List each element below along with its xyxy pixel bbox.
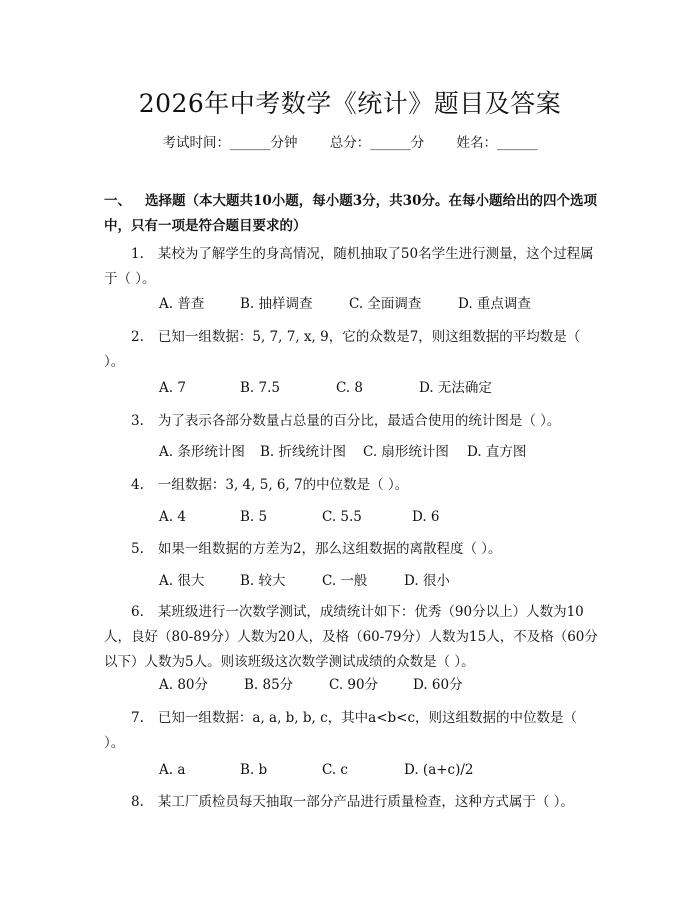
option-d: D. 重点调查 bbox=[458, 296, 531, 312]
option-b: B. 85分 bbox=[244, 677, 294, 693]
option-c: C. 5.5 bbox=[322, 509, 362, 525]
question-number: 7. bbox=[131, 710, 144, 726]
option-b: B. b bbox=[240, 762, 268, 778]
question-text: 为了表示各部分数量占总量的百分比，最适合使用的统计图是（ ）。 bbox=[157, 413, 561, 429]
option-a: A. 80分 bbox=[159, 677, 209, 693]
option-c: C. 扇形统计图 bbox=[363, 444, 449, 460]
question-number: 1. bbox=[131, 246, 144, 262]
question-4-options bbox=[159, 505, 440, 530]
question-7-options bbox=[159, 758, 474, 783]
question-7 bbox=[104, 706, 600, 756]
question-text: 一组数据：3, 4, 5, 6, 7的中位数是（ ）。 bbox=[157, 477, 409, 493]
question-6-options bbox=[159, 673, 463, 698]
question-3 bbox=[104, 409, 600, 434]
question-1 bbox=[104, 242, 600, 292]
question-2 bbox=[104, 325, 600, 375]
option-a: A. 条形统计图 bbox=[159, 444, 245, 460]
question-text: 已知一组数据：5, 7, 7, x, 9，它的众数是7，则这组数据的平均数是（ ）。 bbox=[104, 329, 581, 370]
option-d: D. (a+c)/2 bbox=[404, 762, 474, 778]
option-b: B. 较大 bbox=[240, 573, 286, 589]
option-d: D. 无法确定 bbox=[419, 380, 492, 396]
question-text: 某校为了解学生的身高情况，随机抽取了50名学生进行测量，这个过程属于（ ）。 bbox=[104, 246, 594, 287]
question-8 bbox=[104, 790, 600, 815]
option-b: B. 7.5 bbox=[240, 380, 280, 396]
question-1-options bbox=[159, 292, 531, 317]
student-name-label: 姓名：______ bbox=[456, 135, 538, 151]
question-6 bbox=[104, 600, 600, 675]
option-a: A. 4 bbox=[159, 509, 186, 525]
question-5-options bbox=[159, 569, 450, 594]
question-text: 已知一组数据：a, a, b, b, c，其中a<b<c，则这组数据的中位数是（ ）。 bbox=[104, 710, 578, 751]
exam-time-label: 考试时间：______分钟 bbox=[162, 135, 298, 151]
option-b: B. 5 bbox=[240, 509, 268, 525]
exam-info bbox=[0, 131, 700, 151]
option-c: C. c bbox=[322, 762, 348, 778]
question-text: 某班级进行一次数学测试，成绩统计如下：优秀（90分以上）人数为10人，良好（80-89分）人数为20人，及格（60-79分）人数为15人，不及格（60分以下）人数为5人。则该班级这次数学测试成绩的众数是（ ）。 bbox=[104, 604, 598, 670]
option-c: C. 90分 bbox=[329, 677, 379, 693]
option-b: B. 抽样调查 bbox=[240, 296, 313, 312]
option-a: A. 普查 bbox=[159, 296, 205, 312]
option-c: C. 一般 bbox=[322, 573, 368, 589]
option-d: D. 60分 bbox=[413, 677, 463, 693]
question-number: 8. bbox=[131, 794, 144, 810]
question-text: 如果一组数据的方差为2，那么这组数据的离散程度（ ）。 bbox=[157, 541, 502, 557]
question-text: 某工厂质检员每天抽取一部分产品进行质量检查，这种方式属于（ ）。 bbox=[157, 794, 574, 810]
option-a: A. 7 bbox=[159, 380, 186, 396]
option-a: A. 很大 bbox=[159, 573, 205, 589]
section-number: 一、 bbox=[104, 193, 131, 209]
question-5 bbox=[104, 537, 600, 562]
section-instructions: 选择题（本大题共10小题，每小题3分，共30分。在每小题给出的四个选项中，只有一项是符合题目要求的） bbox=[104, 193, 597, 234]
section-heading bbox=[104, 189, 604, 239]
option-d: D. 直方图 bbox=[467, 444, 527, 460]
question-4 bbox=[104, 473, 600, 498]
question-3-options bbox=[159, 440, 526, 465]
option-c: C. 全面调查 bbox=[349, 296, 422, 312]
question-number: 3. bbox=[131, 413, 144, 429]
option-a: A. a bbox=[159, 762, 186, 778]
question-number: 6. bbox=[131, 604, 144, 620]
question-number: 4. bbox=[131, 477, 144, 493]
total-score-label: 总分：______分 bbox=[329, 135, 425, 151]
question-number: 2. bbox=[131, 329, 144, 345]
question-2-options bbox=[159, 376, 492, 401]
page-title: 2026年中考数学《统计》题目及答案 bbox=[138, 89, 562, 118]
option-d: D. 6 bbox=[412, 509, 440, 525]
option-b: B. 折线统计图 bbox=[260, 444, 347, 460]
option-c: C. 8 bbox=[336, 380, 364, 396]
option-d: D. 很小 bbox=[404, 573, 450, 589]
question-number: 5. bbox=[131, 541, 144, 557]
